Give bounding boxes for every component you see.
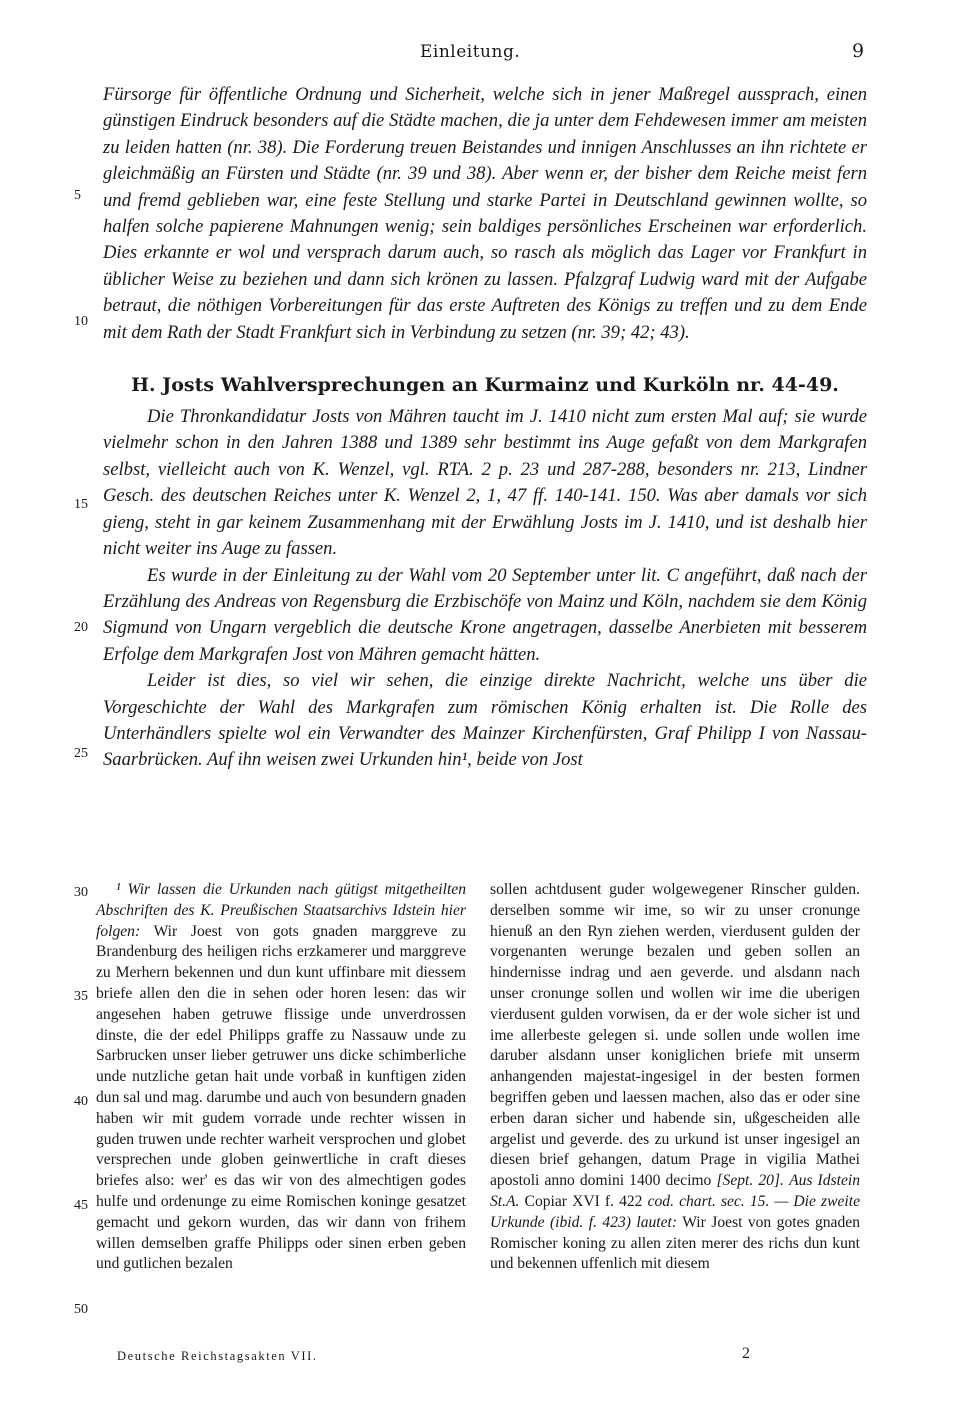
codex-note: cod. chart. sec. 15. — Die zweite Urkunde (ibid. f. 423) lautet: (490, 1192, 860, 1231)
line-number: 50 (74, 1302, 88, 1317)
running-title: Einleitung. (420, 42, 521, 62)
paragraph-4: Leider ist dies, so viel wir sehen, die einzige direkte Nachricht, welche uns über die Vorgeschichte der Wahl des Markgrafen zum römischen König erhalten ist. Die Rolle des Unterhändlers spielte wol ein Verwandter des Mainzer Kirchenfürsten, Graf Philipp I von Nassau-Saarbrücken. Auf ihn weisen zwei Urkunden hin¹, beide von Jost (103, 670, 867, 771)
date-note: [Sept. 20]. (716, 1172, 784, 1190)
footer-signature: Deutsche Reichstagsakten VII. (117, 1349, 318, 1363)
line-number: 25 (74, 746, 88, 761)
paragraph-2: Die Thronkandidatur Josts von Mähren taucht im J. 1410 nicht zum ersten Mal auf; sie wurde vielmehr schon in den Jahren 1388 und 1389 sehr bestimmt ins Auge gefaßt von dem Markgrafen selbst, vielleicht auch von K. Wenzel, vgl. RTA. 2 p. 23 und 287-288, besonders nr. 213, Lindner Gesch. des deutschen Reiches unter K. Wenzel 2, 1, 47 ff. 140-141. 150. Was aber damals vor sich gieng, steht in gar keinem Zusammenhang mit der Erwählung Josts im J. 1410, und ist deshalb hier nicht weiter ins Auge zu fassen. (103, 406, 867, 560)
footnote-intro: ¹ Wir lassen die Urkunden nach gütigst mitgetheilten Abschriften des K. Preußischen Staatsarchivs Idstein hier folgen: (96, 881, 466, 940)
document-text-1: Wir Joest von gots gnaden marggreve zu Brandenburg des heiligen richs erzkamerer und marggreve zu Merhern bekennen und dun kunt uffinbare mit diessem briefe allen den die in sehen oder horen lesen: das wir angesehen haben getruwe flissige unde unverdrossen dinste, die der edel Philipps graffe zu Nassauw unde zu Sarbrucken unser lieber getruwer uns dicke schimberliche unde nutzliche getan hait unde vorbaß in kunftigen ziden dun sal und mag. darumbe und auch von besundern gnaden haben wir mit gudem vorrade unde rechter wissen in guden truwen unde rechter warheit versprochen und globet versprechen unde globen geinwertliche in craft dieses briefes also: wer' es das wir von des almechtigen godes hulfe und ordenunge zu eime Romischen koninge gesatzet gemacht und gekorn wurden, das wir dann von frihem willen demselben graffe Philipps oder sinen erben geben und gutlichen bezalen (96, 922, 466, 1273)
main-text (103, 82, 867, 774)
sheet-number: 2 (742, 1345, 750, 1362)
copy-reference: Copiar XVI f. 422 (524, 1192, 643, 1210)
footnote-continuation (490, 880, 860, 1275)
paragraph-1: Fürsorge für öffentliche Ordnung und Sicherheit, welche sich in jener Maßregel aussprach, einen günstigen Eindruck besonders auf die Städte machen, die ja unter dem Fehdewesen immer am meisten zu leiden hatten (nr. 38). Die Forderung treuen Beistandes und innigen Anschlusses an ihn richtete er gleichmäßig an Fürsten und Städte (nr. 39 und 38). Aber wenn er, der bisher dem Reiche meist fern und fremd geblieben war, eine feste Stellung und starke Partei in Deutschland gewinnen wollte, so halfen solche papierene Mahnungen wenig; sein baldiges persönliches Erscheinen war erforderlich. Dies erkannte er wol und versprach darum auch, so rasch als möglich das Lager vor Frankfurt in üblicher Weise zu beziehen und dann sich krönen zu lassen. Pfalzgraf Ludwig ward mit der Aufgabe betraut, die nöthigen Vorbereitungen für das erste Auftreten des Königs zu treffen und zu dem Ende mit dem Rath der Stadt Frankfurt sich in Verbindung zu setzen (nr. 39; 42; 43). (103, 84, 867, 343)
line-number: 10 (74, 314, 88, 329)
footnote-1 (96, 880, 466, 1275)
line-number: 5 (74, 188, 81, 203)
footnote-column-right (490, 880, 860, 1275)
line-number: 40 (74, 1094, 88, 1109)
line-number: 45 (74, 1198, 88, 1213)
line-number: 35 (74, 989, 88, 1004)
source-note: Aus Idstein St.A. (490, 1172, 860, 1210)
section-heading: H. Josts Wahlversprechungen an Kurmainz und Kurköln nr. 44-49. (131, 374, 839, 397)
line-number: 20 (74, 620, 88, 635)
document-text-3: Wir Joest von gotes gnaden Romischer koning zu allen ziten merer des richs dun kunt und bekennen uffenlich mit diesem (490, 1213, 860, 1273)
page-header (0, 42, 960, 66)
line-number: 15 (74, 497, 88, 512)
paragraph-3: Es wurde in der Einleitung zu der Wahl vom 20 September unter lit. C angeführt, daß nach der Erzählung des Andreas von Regensburg die Erzbischöfe von Mainz und Köln, nachdem sie dem König Sigmund von Ungarn vergeblich die deutsche Krone angetragen, dasselbe Anerbieten mit besserem Erfolge dem Markgrafen Jost von Mähren gemacht hätten. (103, 564, 867, 665)
footnotes (96, 880, 872, 1350)
footnote-column-left (96, 880, 466, 1275)
line-number: 30 (74, 885, 88, 900)
document-text-2: sollen achtdusent guder wolgewegener Rinscher gulden. derselben somme wir ime, so wir zu unser cronunge hienuß an den Ryn ziehen werden, vierdusent gulden der vorgenanten werunge bezalen und geben sollen an hindernisse indrag und aen geverde. und alsdann nach unser cronunge sollen und wollen wir ime die uberigen vierdusent gulden vorwisen, da er der wole sicher ist und ime allerbeste gelegen si. unde sollen unde wollen ime daruber alsdann unser koniglichen briefe mit unserm anhangenden majestat-ingesigel in der besten formen begriffen geben und laessen machen, also das er oder sine erben daran sicher und habende sin, ußgescheiden alle argelist und geverde. des zu urkund ist unser ingesigel an diesen brief gehangen, datum Prage in vigilia Mathei apostoli anno domini 1400 decimo (490, 881, 860, 1190)
page-number: 9 (852, 40, 865, 62)
